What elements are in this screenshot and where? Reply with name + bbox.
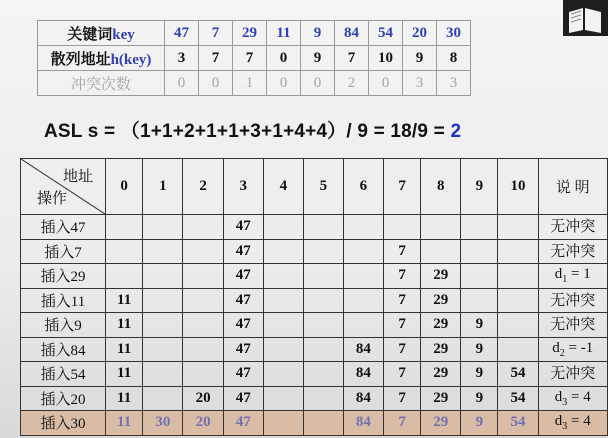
slot-cell: 9 <box>461 386 498 411</box>
operation-cell: 插入7 <box>21 239 106 264</box>
key-row <box>38 21 471 46</box>
note-cell <box>538 215 607 240</box>
insertion-process-table <box>20 158 608 436</box>
slot-cell <box>263 411 303 436</box>
note-cell <box>538 313 607 338</box>
hash-address-row <box>38 46 471 71</box>
book-icon <box>563 0 608 36</box>
operation-cell: 插入11 <box>21 288 106 313</box>
slot-cell: 11 <box>106 386 143 411</box>
table-row <box>21 337 608 362</box>
note-tail: = 1 <box>567 266 591 283</box>
slot-cell <box>498 264 538 289</box>
slot-cell <box>303 288 343 313</box>
table-row <box>21 362 608 387</box>
slot-cell <box>183 337 223 362</box>
slot-cell <box>143 239 183 264</box>
note-cell <box>538 239 607 264</box>
asl-expression: ASL s = （1+1+2+1+1+3+1+4+4）/ 9 = 18/9 = <box>44 121 451 142</box>
slot-cell: 84 <box>343 337 383 362</box>
slot-cell <box>263 288 303 313</box>
slot-cell: 11 <box>106 288 143 313</box>
slot-cell <box>143 215 183 240</box>
key-cell: 29 <box>233 21 267 46</box>
address-header: 1 <box>143 159 183 215</box>
key-cell: 84 <box>335 21 369 46</box>
table-row <box>21 288 608 313</box>
slot-cell: 9 <box>461 337 498 362</box>
key-cell: 7 <box>199 21 233 46</box>
conflict-cell: 0 <box>267 71 301 96</box>
hash-cell: 7 <box>335 46 369 71</box>
operation-cell: 插入30 <box>21 411 106 436</box>
operation-cell: 插入29 <box>21 264 106 289</box>
hash-cell: 3 <box>165 46 199 71</box>
address-header: 5 <box>303 159 343 215</box>
operation-cell: 插入47 <box>21 215 106 240</box>
slot-cell <box>106 239 143 264</box>
slot-cell: 30 <box>143 411 183 436</box>
slot-cell: 29 <box>421 362 461 387</box>
slot-cell <box>303 215 343 240</box>
slot-cell <box>461 264 498 289</box>
corner-header <box>21 159 106 215</box>
key-cell: 47 <box>165 21 199 46</box>
note-tail: = 4 <box>567 413 591 430</box>
note-header: 说 明 <box>538 159 607 215</box>
conflict-count-row <box>38 71 471 96</box>
slot-cell <box>183 264 223 289</box>
slot-cell: 7 <box>384 386 421 411</box>
operation-cell: 插入20 <box>21 386 106 411</box>
conflict-cell: 0 <box>165 71 199 96</box>
slot-cell: 9 <box>461 411 498 436</box>
slot-cell: 29 <box>421 337 461 362</box>
slot-cell <box>143 264 183 289</box>
slot-cell <box>343 313 383 338</box>
slot-cell <box>461 215 498 240</box>
address-header: 3 <box>223 159 263 215</box>
asl-result: 2 <box>450 121 462 142</box>
table-header-row <box>21 159 608 215</box>
note-cell <box>538 411 607 436</box>
slot-cell: 11 <box>106 313 143 338</box>
slot-cell <box>263 313 303 338</box>
slot-cell: 7 <box>384 411 421 436</box>
slot-cell <box>498 337 538 362</box>
slot-cell <box>263 337 303 362</box>
slot-cell: 47 <box>223 337 263 362</box>
slot-cell: 84 <box>343 386 383 411</box>
key-cell: 20 <box>403 21 437 46</box>
address-header: 10 <box>498 159 538 215</box>
slot-cell <box>498 288 538 313</box>
slot-cell: 47 <box>223 264 263 289</box>
slot-cell <box>498 239 538 264</box>
slot-cell <box>183 362 223 387</box>
slot-cell: 47 <box>223 411 263 436</box>
asl-formula <box>44 116 461 143</box>
slot-cell: 47 <box>223 288 263 313</box>
address-header: 8 <box>421 159 461 215</box>
corner-address-label: 地址 <box>62 169 93 185</box>
slot-cell <box>303 386 343 411</box>
slot-cell <box>343 239 383 264</box>
note-cell <box>538 337 607 362</box>
slot-cell <box>263 215 303 240</box>
slot-cell: 29 <box>421 313 461 338</box>
slot-cell <box>461 239 498 264</box>
note-cell <box>538 362 607 387</box>
slot-cell <box>143 313 183 338</box>
slot-cell <box>343 288 383 313</box>
slot-cell <box>183 239 223 264</box>
conflict-count-label: 冲突次数 <box>38 71 165 96</box>
slot-cell: 7 <box>384 313 421 338</box>
slot-cell: 11 <box>106 337 143 362</box>
slot-cell: 7 <box>384 264 421 289</box>
slot-cell: 47 <box>223 386 263 411</box>
note-cell <box>538 288 607 313</box>
key-cell: 9 <box>301 21 335 46</box>
note-cell <box>538 386 607 411</box>
note-subscript: 3 <box>562 396 568 408</box>
slot-cell <box>143 362 183 387</box>
slot-cell: 11 <box>106 411 143 436</box>
note-subscript: 1 <box>562 274 568 286</box>
conflict-cell: 3 <box>403 71 437 96</box>
note-subscript: 2 <box>559 347 565 359</box>
key-cell: 54 <box>369 21 403 46</box>
slot-cell <box>343 264 383 289</box>
hash-cell: 10 <box>369 46 403 71</box>
hash-summary-table <box>37 20 471 96</box>
conflict-cell: 0 <box>369 71 403 96</box>
slot-cell: 54 <box>498 362 538 387</box>
note-main: d <box>552 339 560 356</box>
slot-cell <box>263 264 303 289</box>
slot-cell: 47 <box>223 215 263 240</box>
table-row <box>21 386 608 411</box>
slot-cell: 54 <box>498 411 538 436</box>
slot-cell <box>106 215 143 240</box>
slot-cell: 84 <box>343 411 383 436</box>
slot-cell <box>384 215 421 240</box>
slot-cell <box>303 411 343 436</box>
note-subscript: 3 <box>562 421 568 433</box>
address-header: 4 <box>263 159 303 215</box>
slot-cell <box>143 337 183 362</box>
slot-cell: 9 <box>461 362 498 387</box>
slot-cell <box>343 215 383 240</box>
note-tail: = 4 <box>567 388 591 405</box>
slot-cell: 84 <box>343 362 383 387</box>
conflict-cell: 0 <box>199 71 233 96</box>
slot-cell: 20 <box>183 386 223 411</box>
slot-cell <box>303 313 343 338</box>
hash-cell: 9 <box>301 46 335 71</box>
address-header: 6 <box>343 159 383 215</box>
slot-cell: 29 <box>421 288 461 313</box>
note-main: d <box>554 266 563 283</box>
hash-cell: 7 <box>199 46 233 71</box>
slot-cell: 47 <box>223 239 263 264</box>
note-main: 无冲突 <box>550 243 596 260</box>
conflict-cell: 2 <box>335 71 369 96</box>
address-header: 7 <box>384 159 421 215</box>
slot-cell: 29 <box>421 411 461 436</box>
slot-cell <box>183 313 223 338</box>
operation-cell: 插入9 <box>21 313 106 338</box>
conflict-cell: 3 <box>437 71 471 96</box>
key-cell: 30 <box>437 21 471 46</box>
slot-cell <box>421 239 461 264</box>
slot-cell <box>498 215 538 240</box>
table-row <box>21 239 608 264</box>
slot-cell <box>183 215 223 240</box>
note-main: 无冲突 <box>550 219 596 236</box>
slot-cell: 9 <box>461 313 498 338</box>
slot-cell: 29 <box>421 264 461 289</box>
slot-cell <box>106 264 143 289</box>
slot-cell <box>183 288 223 313</box>
note-main: 无冲突 <box>550 292 596 309</box>
table-row <box>21 264 608 289</box>
operation-cell: 插入84 <box>21 337 106 362</box>
hash-cell: 9 <box>403 46 437 71</box>
slot-cell: 7 <box>384 239 421 264</box>
slot-cell: 7 <box>384 337 421 362</box>
address-header: 9 <box>461 159 498 215</box>
address-header: 2 <box>183 159 223 215</box>
table-row <box>21 215 608 240</box>
slot-cell <box>263 362 303 387</box>
slot-cell: 29 <box>421 386 461 411</box>
table-row <box>21 411 608 436</box>
slot-cell <box>421 215 461 240</box>
hash-address-label: 散列地址h(key) <box>38 46 165 71</box>
conflict-cell: 0 <box>301 71 335 96</box>
slot-cell: 20 <box>183 411 223 436</box>
slot-cell <box>303 362 343 387</box>
slot-cell <box>263 239 303 264</box>
slot-cell: 47 <box>223 362 263 387</box>
note-main: 无冲突 <box>550 317 596 334</box>
slot-cell <box>143 288 183 313</box>
operation-cell: 插入54 <box>21 362 106 387</box>
address-header: 0 <box>106 159 143 215</box>
note-main: d <box>554 388 563 405</box>
hash-cell: 8 <box>437 46 471 71</box>
slot-cell <box>143 386 183 411</box>
slot-cell <box>498 313 538 338</box>
slot-cell <box>263 386 303 411</box>
key-row-label: 关键词key <box>38 21 165 46</box>
corner-operation-label: 操作 <box>37 191 68 207</box>
slot-cell <box>303 264 343 289</box>
slot-cell: 7 <box>384 288 421 313</box>
slot-cell <box>303 337 343 362</box>
slot-cell: 47 <box>223 313 263 338</box>
hash-cell: 7 <box>233 46 267 71</box>
slot-cell: 11 <box>106 362 143 387</box>
note-main: d <box>554 413 563 430</box>
note-main: 无冲突 <box>550 366 596 383</box>
note-cell <box>538 264 607 289</box>
slot-cell: 54 <box>498 386 538 411</box>
conflict-cell: 1 <box>233 71 267 96</box>
slot-cell: 7 <box>384 362 421 387</box>
key-cell: 11 <box>267 21 301 46</box>
slot-cell <box>461 288 498 313</box>
hash-cell: 0 <box>267 46 301 71</box>
slot-cell <box>303 239 343 264</box>
note-tail: = -1 <box>564 339 594 356</box>
table-row <box>21 313 608 338</box>
